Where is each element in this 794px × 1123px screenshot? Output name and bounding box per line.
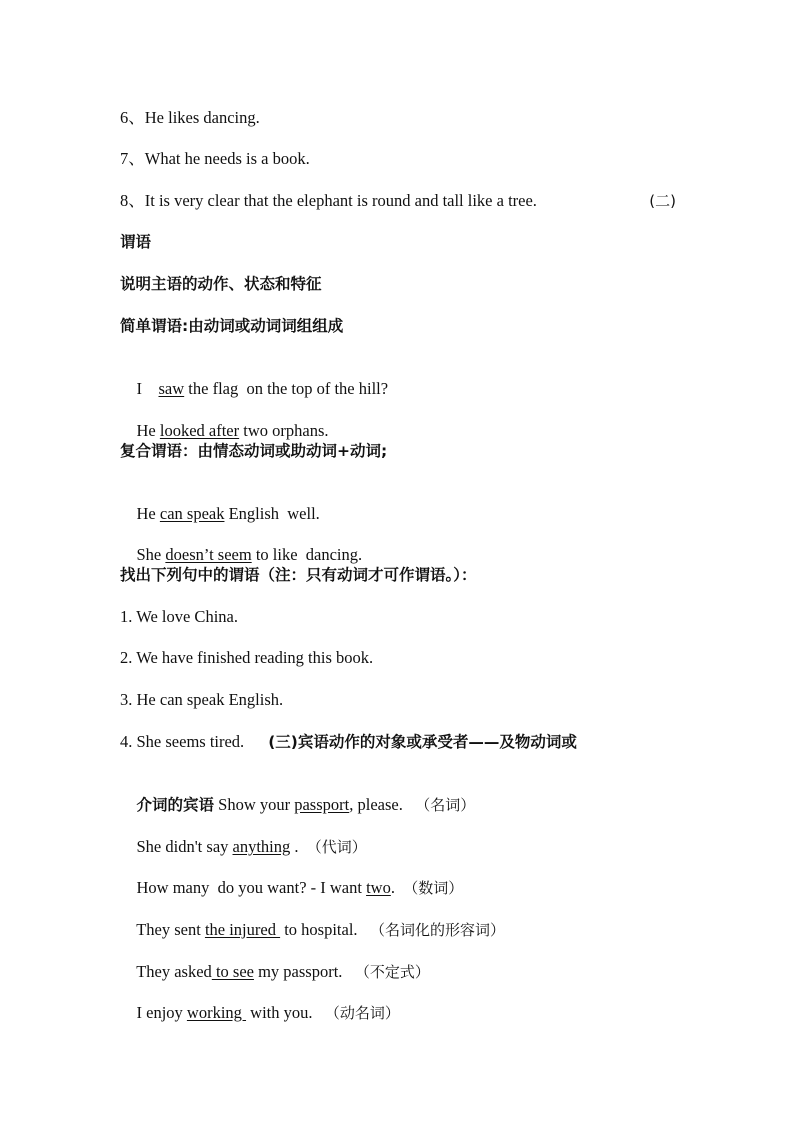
text-pre: He [136,421,160,440]
underlined-object: working [186,1003,247,1022]
line-text: 6、He likes dancing. [120,108,260,127]
section-heading-object: (三)宾语动作的对象或承受者——及物动词或 [268,733,577,751]
underlined-object: anything [232,837,291,856]
text-post: the flag on the top of the hill? [184,379,389,398]
line-text: 7、What he needs is a book. [120,149,310,168]
text-post: two orphans. [239,421,329,440]
text-post: English well. [224,504,320,523]
predicate-definition [120,273,690,295]
underlined-object: passport [294,795,350,814]
text-post: . [390,878,395,897]
underlined-predicate: looked after [159,421,240,440]
heading-continuation: 介词的宾语 [136,796,215,814]
text-post: to like dancing. [251,545,363,564]
underlined-predicate: can speak [159,504,225,523]
instruction-text: 找出下列句中的谓语（注：只有动词才可作谓语。）： [120,566,477,584]
heading-text: 谓语 [120,233,152,251]
word-class-note: （数词） [403,879,464,897]
exercise-item-1 [120,606,690,628]
text-pre: They asked [136,962,212,981]
heading-text: 复合谓语：由情态动词或助动词+动词; [120,442,388,460]
underlined-object: two [366,878,391,897]
text-pre: She [136,545,166,564]
text-post: with you. [246,1003,313,1022]
underlined-object: the injured [204,920,281,939]
text-pre: He [136,504,160,523]
item-text: 4. She seems tired. [120,732,245,751]
text-post: to hospital. [280,920,358,939]
text-pre: I [136,379,159,398]
compound-predicate-heading [120,440,690,462]
word-class-note: （动名词） [324,1004,400,1022]
line-text: 8、It is very clear that the elephant is round and tall like a tree. [120,191,537,210]
example-line-6 [120,107,690,129]
definition-text: 说明主语的动作、状态和特征 [120,275,322,293]
word-class-note: （代词） [306,838,367,856]
object-example-6 [120,980,690,1046]
underlined-object: to see [211,962,254,981]
text-post: , please. [349,795,403,814]
underlined-predicate: doesn’t seem [165,545,252,564]
word-class-note: （不定式） [354,963,430,981]
item-text: 2. We have finished reading this book. [120,648,374,667]
text-post: . [290,837,299,856]
section-number-two: (二) [649,192,676,210]
item-text: 1. We love China. [120,607,238,626]
example-line-7 [120,148,690,170]
exercise-instruction [120,564,690,586]
exercise-item-2 [120,647,690,669]
section-heading-predicate [120,231,690,253]
simple-predicate-heading [120,315,690,337]
text-post: my passport. [253,962,343,981]
exercise-item-4 [120,731,690,753]
heading-text: 简单谓语:由动词或动词词组组成 [120,317,344,335]
word-class-note: （名词） [415,796,476,814]
text-pre: They sent [136,920,205,939]
underlined-predicate: saw [158,379,185,398]
item-text: 3. He can speak English. [120,690,284,709]
text-pre: Show your [214,795,295,814]
exercise-item-3 [120,689,690,711]
text-pre: How many do you want? - I want [136,878,367,897]
text-pre: She didn't say [136,837,233,856]
text-pre: I enjoy [136,1003,187,1022]
word-class-note: （名词化的形容词） [369,921,505,939]
example-line-8 [120,190,676,212]
